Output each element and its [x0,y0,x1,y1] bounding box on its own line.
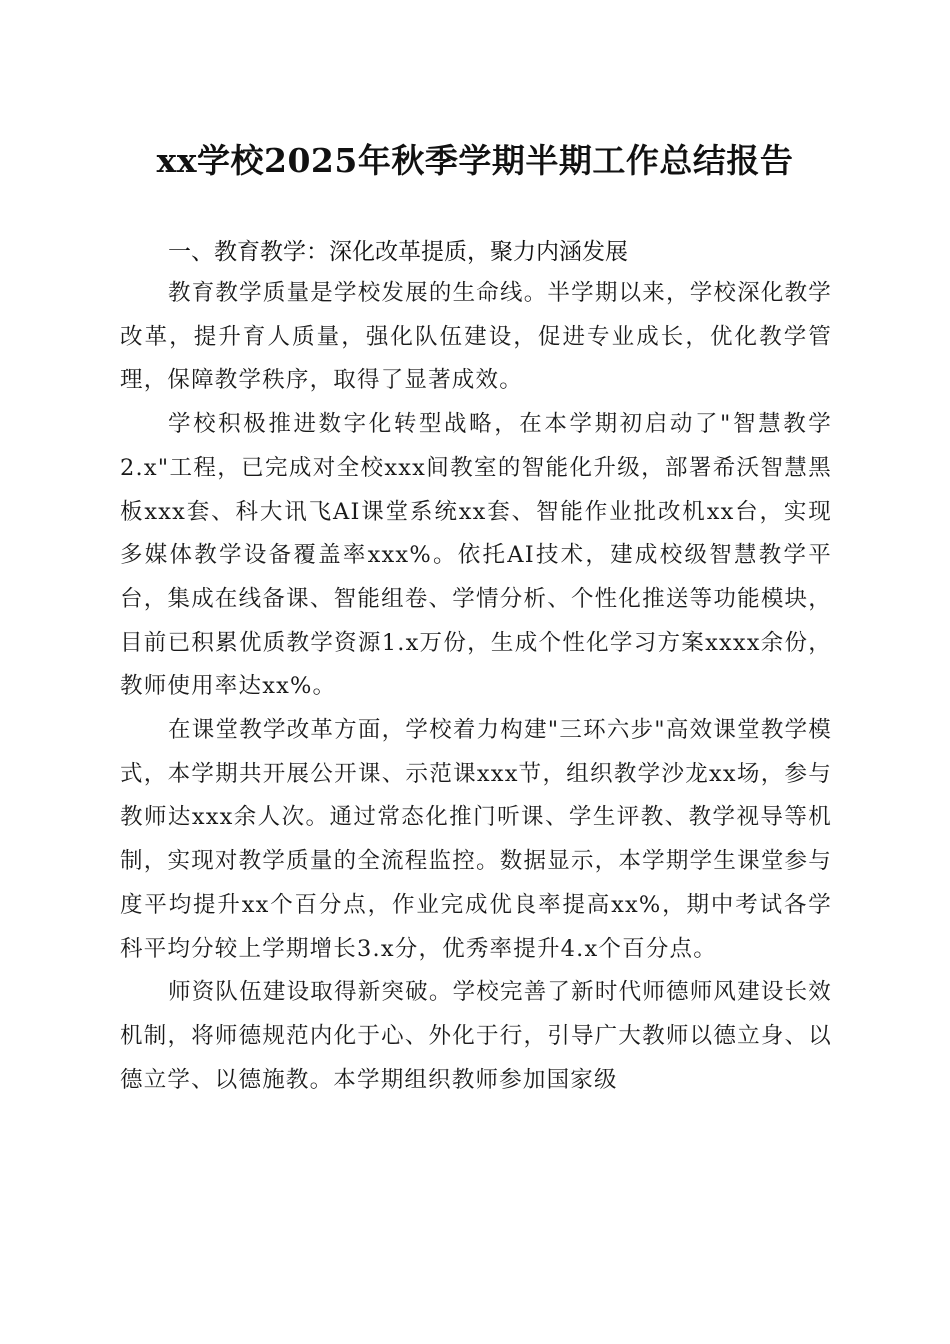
paragraph-intro: 教育教学质量是学校发展的生命线。半学期以来，学校深化教学改革，提升育人质量，强化队伍建设，促进专业成长，优化教学管理，保障教学秩序，取得了显著成效。 [120,280,832,394]
section-heading: 一、教育教学：深化改革提质，聚力内涵发展 [168,239,628,265]
paragraph-digital-transformation: 学校积极推进数字化转型战略，在本学期初启动了"智慧教学2.x"工程，已完成对全校xxx间教室的智能化升级，部署希沃智慧黑板xxx套、科大讯飞AI课堂系统xx套、智能作业批改机xx台，实现多媒体教学设备覆盖率xxx%。依托AI技术，建成校级智慧教学平台，集成在线备课、智能组卷、学情分析、个性化推送等功能模块，目前已积累优质教学资源1.x万份，生成个性化学习方案xxxx余份，教师使用率达xx%。 [120,411,832,700]
paragraph-teacher-team: 师资队伍建设取得新突破。学校完善了新时代师德师风建设长效机制，将师德规范内化于心、外化于行，引导广大教师以德立身、以德立学、以德施教。本学期组织教师参加国家级 [120,979,832,1093]
paragraph-classroom-reform: 在课堂教学改革方面，学校着力构建"三环六步"高效课堂教学模式，本学期共开展公开课、示范课xxx节，组织教学沙龙xx场，参与教师达xxx余人次。通过常态化推门听课、学生评教、教学视导等机制，实现对教学质量的全流程监控。数据显示，本学期学生课堂参与度平均提升xx个百分点，作业完成优良率提高xx%，期中考试各学科平均分较上学期增长3.x分，优秀率提升4.x个百分点。 [120,717,832,962]
document-title: xx学校2025年秋季学期半期工作总结报告 [156,141,794,180]
document-body [120,232,832,1102]
